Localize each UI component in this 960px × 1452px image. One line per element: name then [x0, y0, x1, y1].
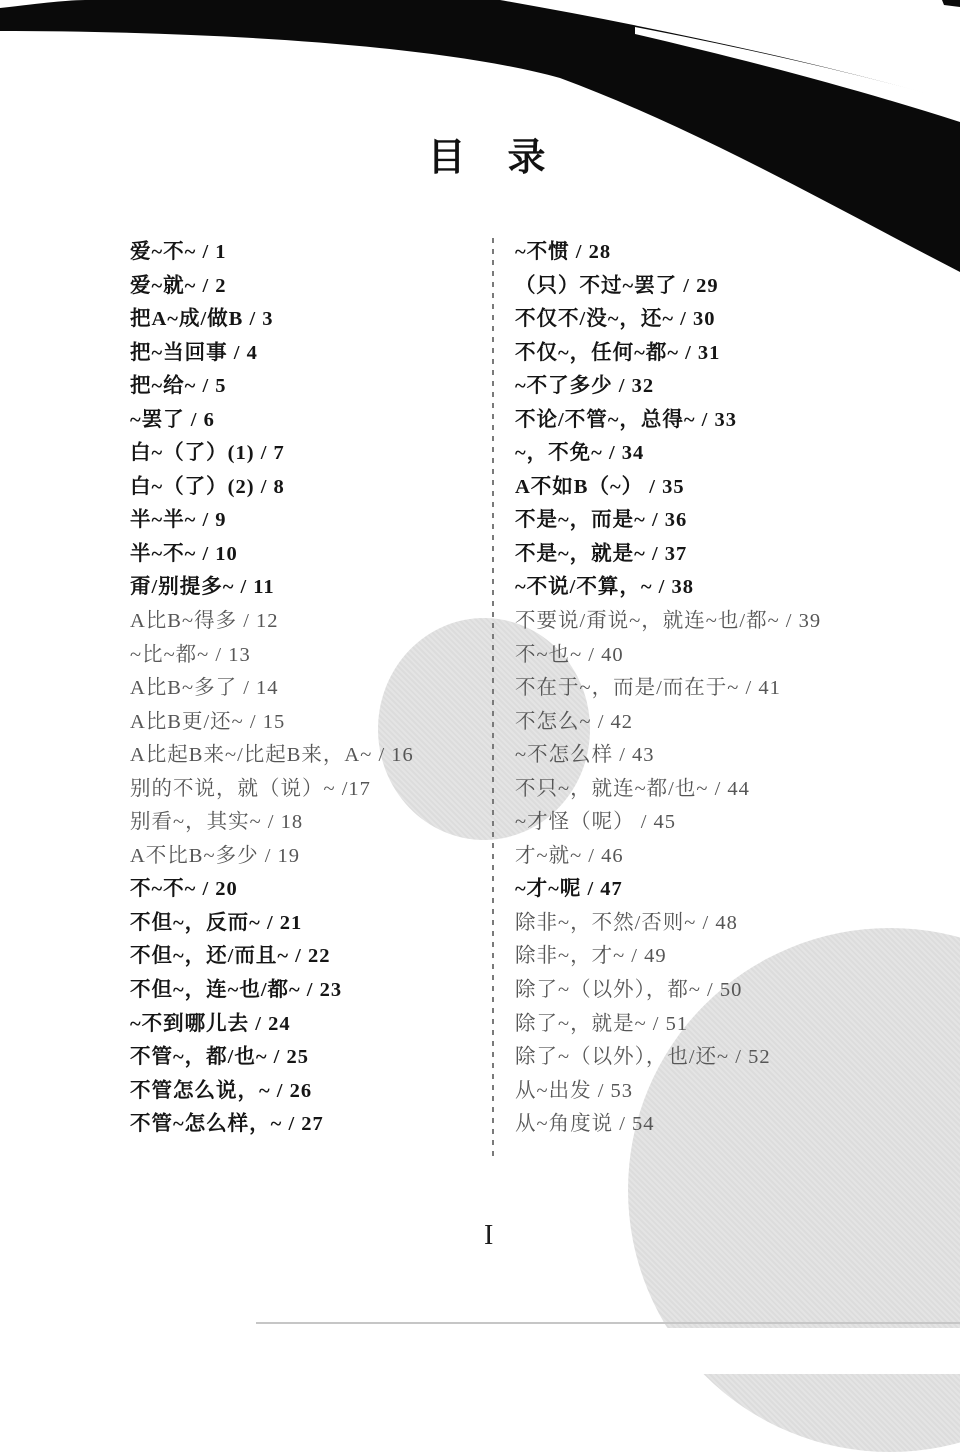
toc-entry: 不仅~，任何~都~ / 31: [515, 341, 721, 364]
toc-entry: 把~当回事 / 4: [130, 341, 258, 364]
toc-entry: 不但~，还/而且~ / 22: [130, 945, 331, 968]
toc-entry: 从~角度说 / 54: [515, 1113, 655, 1136]
toc-column-left: [130, 236, 500, 1142]
toc-entry: A比B~得多 / 12: [130, 610, 279, 633]
toc-entry: 不~也~ / 40: [515, 643, 624, 666]
toc-entry: ~不到哪儿去 / 24: [130, 1012, 291, 1035]
toc-entry: A比B~多了 / 14: [130, 677, 279, 700]
toc-entry: 除非~，才~ / 49: [515, 945, 667, 968]
toc-entry: 不管~怎么样，~ / 27: [130, 1113, 324, 1136]
toc-entry: 不论/不管~，总得~ / 33: [515, 408, 737, 431]
bottom-scan-line: [256, 1322, 960, 1324]
toc-entry: 爱~不~ / 1: [130, 241, 227, 263]
toc-entry: ~，不免~ / 34: [515, 442, 645, 465]
toc-entry: 不只~，就连~都/也~ / 44: [515, 777, 750, 800]
toc-entry: A比B更/还~ / 15: [130, 710, 286, 733]
toc-entry: 不但~，反而~ / 21: [130, 911, 303, 934]
toc-entry: 不要说/甭说~，就连~也/都~ / 39: [515, 610, 822, 633]
toc-entry: 除了~（以外），也/还~ / 52: [515, 1046, 771, 1069]
toc-entry: 半~不~ / 10: [130, 542, 238, 565]
toc-entry: ~比~都~ / 13: [130, 643, 251, 666]
toc-entry: ~不惯 / 28: [515, 241, 612, 263]
toc-entry: A不比B~多少 / 19: [130, 844, 301, 867]
toc-entry: 不管~，都/也~ / 25: [130, 1046, 309, 1069]
toc-entry: 除了~（以外），都~ / 50: [515, 979, 743, 1002]
toc-entry: 不是~，而是~ / 36: [515, 509, 688, 532]
toc-entry: 不~不~ / 20: [130, 878, 238, 901]
page-number: I: [484, 1220, 494, 1251]
toc-entry: 半~半~ / 9: [130, 509, 227, 532]
toc-entry: ~不说/不算，~ / 38: [515, 576, 694, 599]
toc-entry: ~才~呢 / 47: [515, 878, 623, 901]
toc-entry: 白~（了）(2) / 8: [130, 475, 285, 498]
toc-entry: A比起B来~/比起B来，A~ / 16: [130, 744, 414, 767]
toc-entry: 不管怎么说，~ / 26: [130, 1079, 313, 1102]
toc-entry: 爱~就~ / 2: [130, 274, 227, 297]
toc-entry: 不仅不/没~，还~ / 30: [515, 308, 716, 331]
toc-entry: ~不了多少 / 32: [515, 375, 655, 398]
toc-entry: 甭/别提多~ / 11: [130, 576, 275, 599]
toc-entry: ~不怎么样 / 43: [515, 744, 655, 767]
toc-entry: ~罢了 / 6: [130, 408, 215, 431]
bottom-white-cover: [0, 1328, 960, 1374]
toc-entry: 白~（了）(1) / 7: [130, 442, 285, 465]
page-title: 目 录: [427, 137, 548, 179]
toc-entry: 把A~成/做B / 3: [130, 308, 274, 331]
toc-entry: 不怎么~ / 42: [515, 710, 634, 733]
toc-entry: 不是~，就是~ / 37: [515, 542, 688, 565]
toc-entry: A不如B（~） / 35: [515, 475, 685, 498]
toc-entry: 才~就~ / 46: [515, 844, 624, 867]
toc-column-right: [515, 236, 915, 1142]
toc-entry: （只）不过~罢了 / 29: [515, 274, 719, 297]
toc-entry: 别看~，其实~ / 18: [130, 811, 304, 834]
toc-entry: 把~给~ / 5: [130, 375, 227, 398]
toc-entry: 除了~，就是~ / 51: [515, 1012, 689, 1035]
toc-entry: 别的不说，就（说）~ /17: [130, 777, 371, 800]
toc-entry: 不但~，连~也/都~ / 23: [130, 979, 343, 1002]
toc-entry: 除非~，不然/否则~ / 48: [515, 911, 738, 934]
toc-entry: ~才怪（呢） / 45: [515, 811, 677, 834]
toc-entry: 从~出发 / 53: [515, 1079, 634, 1102]
corner-mark: [942, 0, 960, 7]
toc-entry: 不在于~，而是/而在于~ / 41: [515, 677, 781, 700]
